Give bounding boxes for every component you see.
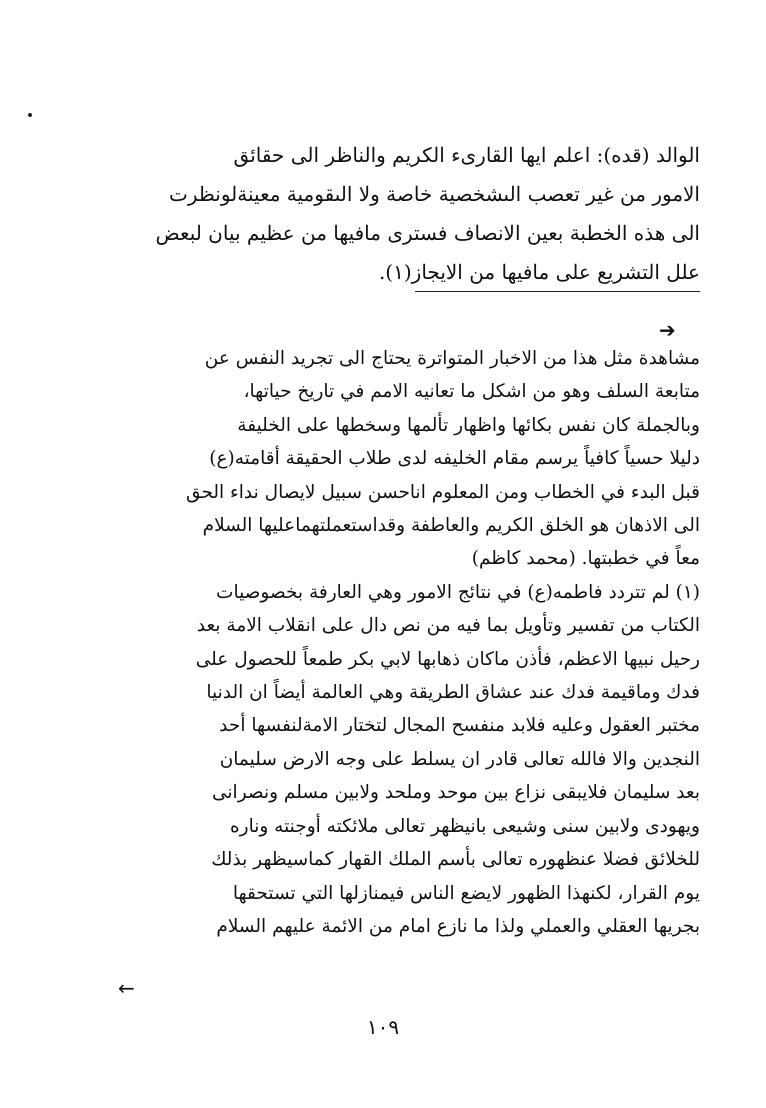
main-text-line: علل التشريع على مافيها من الايجاز(١). xyxy=(378,260,700,284)
footnote-line: رحيل نبيها الاعظم، فأذن ماكان ذهابها لابي بكر طمعاً للحصول على xyxy=(195,648,700,670)
footnote-line: معاً في خطبتها. (محمد كاظم) xyxy=(471,548,700,570)
speck-mark xyxy=(28,113,32,117)
footnote-line: الكتاب من تفسير وتأويل بما فيه من نص دال على انقلاب الامة بعد xyxy=(196,615,700,637)
footnote-line: مشاهدة مثل هذا من الاخبار المتواترة يحتاج الى تجريد النفس عن xyxy=(204,348,700,369)
footnote-line: قبل البدء في الخطاب ومن المعلوم اناحسن سبيل لايصال نداء الحق xyxy=(186,481,700,503)
footnote-line: متابعة السلف وهو من اشكل ما تعانيه الامم في تاريخ حياتها، xyxy=(243,381,700,403)
page-number: ١٠٩ xyxy=(366,1015,400,1039)
footnote-line: وبالجملة كان نفس بكائها واظهار تألمها وسخطها على الخليفة xyxy=(237,414,700,436)
footnote-line: بعد سليمان فلايبقى نزاع بين موحد وملحد ولابين مسلم ونصرانى xyxy=(211,782,700,804)
footnote-line: يوم القرار، لكنهذا الظهور لايضع الناس فيمنازلها التي تستحقها xyxy=(232,882,700,904)
continuation-arrow-icon: ➔ xyxy=(659,318,676,342)
continuation-arrow-bottom-icon: ← xyxy=(118,976,135,1000)
footnote-line: (١) لم تتردد فاطمه(ع) في نتائج الامور وهي العارفة بخصوصيات xyxy=(216,581,700,603)
main-text-line: الى هذه الخطبة بعين الانصاف فسترى مافيها من عظيم بيان لبعض xyxy=(155,221,700,245)
footnote-line: بجريها العقلي والعملي ولذا ما نازع امام من الائمة عليهم السلام xyxy=(216,915,700,937)
footnote-separator xyxy=(415,291,700,292)
main-text-line: الامور من غير تعصب الىشخصية خاصة ولا الىقومية معينةلونظرت xyxy=(169,182,700,206)
main-text xyxy=(118,136,700,292)
footnote-line: للخلائق فضلا عنظهوره تعالى بأسم الملك القهار كماسيظهر بذلك xyxy=(211,849,700,871)
footnote-line: الى الاذهان هو الخلق الكريم والعاطفة وقداستعملتهماعليها السلام xyxy=(202,515,700,537)
footnotes xyxy=(118,342,700,943)
footnote-line: ويهودى ولابين سنى وشيعى بانيظهر تعالى ملائكته أوجنته وناره xyxy=(229,815,700,837)
footnote-line: مختبر العقول وعليه فلابد منفسح المجال لتختار الامةلنفسها أحد xyxy=(219,715,700,737)
main-text-line: الوالد (قده): اعلم ايها القارىء الكريم والناظر الى حقائق xyxy=(233,143,700,167)
footnote-line: فدك وماقيمة فدك عند عشاق الطريقة وهي العالمة أيضاً ان الدنيا xyxy=(206,682,700,704)
footnote-line: النجدين والا فالله تعالى قادر ان يسلط على وجه الارض سليمان xyxy=(219,748,700,770)
footnote-line: دليلا حسياً كافياً يرسم مقام الخليفه لدى طلاب الحقيقة أقامته(ع) xyxy=(209,448,700,470)
